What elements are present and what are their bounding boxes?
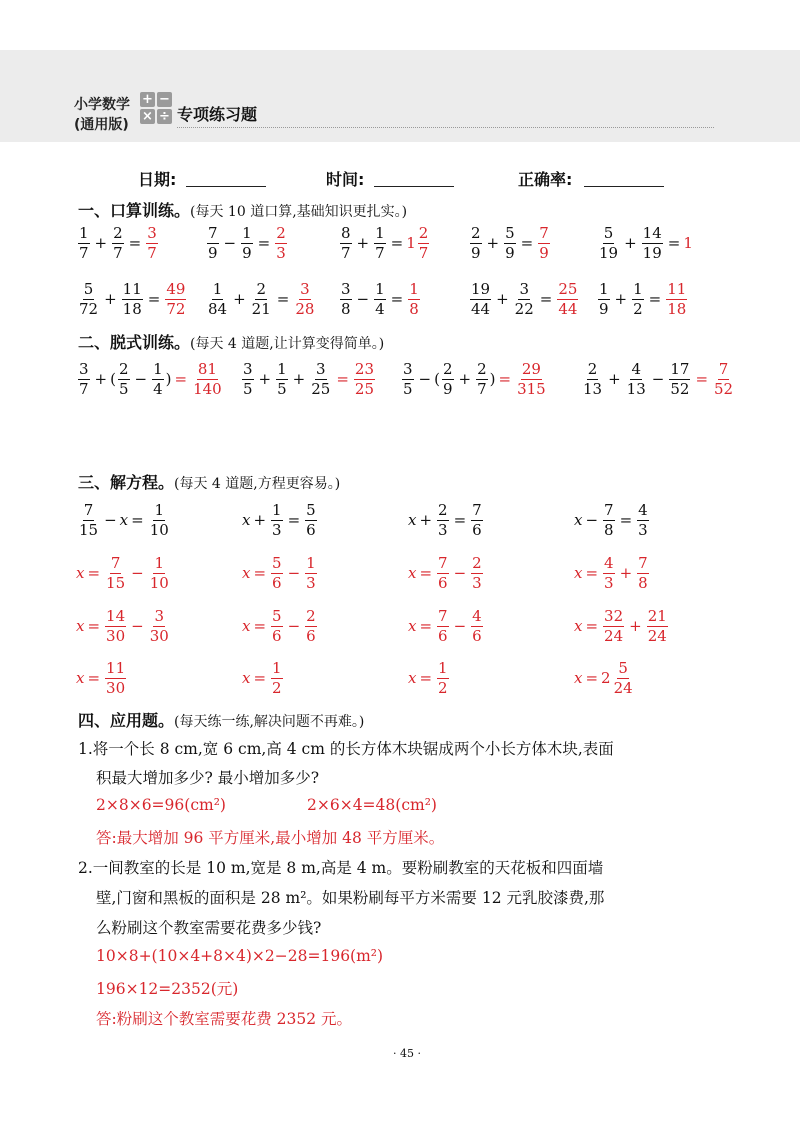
fraction: 5 24 (613, 658, 633, 697)
fraction: 1 9 (599, 279, 609, 318)
answer: 1 2 7 (406, 223, 429, 262)
answer (292, 279, 317, 318)
accuracy-label: 正确率: (518, 170, 573, 189)
minus-icon: − (157, 92, 172, 107)
section-1-title: 一、口算训练。 (78, 201, 191, 220)
answer: 1 (683, 234, 693, 252)
oral-problem: 5 72 + $\frac{11}{18}$ = 49 72 (76, 276, 188, 322)
answer (664, 279, 689, 318)
answer (555, 279, 580, 318)
time-label: 时间: (326, 170, 365, 189)
answer (352, 359, 377, 398)
fraction: $\frac{2}{7}$ (477, 359, 487, 398)
fraction: $\frac{1}{3}$ (306, 553, 316, 592)
fraction: $\frac{1}{10}$ (149, 553, 169, 592)
solution-result: x = $\frac{1}{2}$ (408, 658, 448, 697)
fraction: $\frac{11}{30}$ (106, 658, 126, 697)
problem-1-calc-1: 2×8×6=96(cm²) (96, 796, 226, 814)
fraction: $\frac{4}{6}$ (472, 606, 482, 645)
oral-problem: 8 7 + $\frac{1}{7}$ = 1 2 7 (338, 220, 431, 266)
fraction: 2 13 (583, 359, 603, 398)
equation: 7 15 − x = $\frac{1}{10}$ (79, 500, 169, 539)
fraction: $\frac{1}{5}$ (277, 359, 287, 398)
fraction: $\frac{7}{8}$ (638, 553, 648, 592)
fraction: 3 5 (403, 359, 413, 398)
fraction: 2 3 (276, 223, 286, 262)
oral-problem: 2 9 + $\frac{5}{9}$ = 7 9 (468, 220, 552, 266)
fraction: $\frac{1}{2}$ (633, 279, 643, 318)
fraction: $\frac{5}{6}$ (272, 606, 282, 645)
fraction: 49 72 (166, 279, 186, 318)
fraction: 8 7 (341, 223, 351, 262)
solution-step: x = $\frac{7}{15}$ − $\frac{1}{10}$ (76, 553, 169, 592)
fraction: 3 5 (243, 359, 253, 398)
fraction: $\frac{2}{7}$ (113, 223, 123, 262)
solution-step: x = $\frac{4}{3}$ + $\frac{7}{8}$ (574, 553, 648, 592)
problem-2-line-2: 壁,门窗和黑板的面积是 28 m²。如果粉刷每平方米需要 12 元乳胶漆费,那 (96, 889, 605, 907)
section-2-heading (78, 330, 384, 353)
problem-2-calc-1: 10×8+(10×4+8×4)×2−28=196(m²) (96, 947, 384, 965)
equation: x + $\frac{1}{3}$ = $\frac{5}{6}$ (242, 500, 316, 539)
calc-problem: 3 5 − ( 2 9 + $\frac{2}{7}$ ) = 29 315 (400, 356, 549, 402)
fraction: $\frac{1}{9}$ (242, 223, 252, 262)
fraction: 25 44 (558, 279, 578, 318)
fraction: $\frac{2}{3}$ (472, 553, 482, 592)
solution-step: x = $\frac{7}{6}$ − $\frac{2}{3}$ (408, 553, 482, 592)
section-1-note: (每天 10 道口算,基础知识更扎实。) (190, 204, 408, 220)
fraction: $\frac{3}{25}$ (311, 359, 331, 398)
fraction: $\frac{3}{30}$ (149, 606, 169, 645)
fraction: 7 9 (208, 223, 218, 262)
calc-problem: 3 7 + ( 2 5 − $\frac{1}{4}$ ) = 81 140 (76, 356, 225, 402)
answer (163, 279, 188, 318)
answer (536, 223, 552, 262)
equation: x − $\frac{7}{8}$ = $\frac{4}{3}$ (574, 500, 648, 539)
answer (273, 223, 289, 262)
problem-2-line-1: 2.一间教室的长是 10 m,宽是 8 m,高是 4 m。要粉刷教室的天花板和四面墙 (78, 859, 604, 877)
problem-1-line-2: 积最大增加多少? 最小增加多少? (96, 769, 320, 787)
fraction: 29 315 (517, 359, 546, 398)
oral-problem: 1 9 + $\frac{1}{2}$ = 11 18 (596, 276, 689, 322)
fraction: $\frac{5}{9}$ (505, 223, 515, 262)
title-rule (177, 127, 714, 128)
answer (144, 223, 160, 262)
section-4-heading (78, 708, 364, 731)
fraction: 2 9 (471, 223, 481, 262)
fraction: 3 7 (79, 359, 89, 398)
fraction: $\frac{4}{3}$ (604, 553, 614, 592)
solution-step: x = $\frac{5}{6}$ − $\frac{2}{6}$ (242, 606, 316, 645)
fraction: $\frac{2}{3}$ (438, 500, 448, 539)
solution-result: x = $\frac{1}{2}$ (242, 658, 282, 697)
fraction: $\frac{1}{2}$ (438, 658, 448, 697)
date-label: 日期: (138, 170, 177, 189)
plus-icon: + (140, 92, 155, 107)
fraction: 5 72 (79, 279, 99, 318)
fraction: 2 5 (118, 359, 129, 398)
solution-result: x = 2 5 24 (574, 658, 633, 697)
answer (406, 279, 422, 318)
fraction: $\frac{21}{24}$ (647, 606, 667, 645)
fraction: $\frac{1}{3}$ (272, 500, 282, 539)
section-4-note: (每天练一练,解决问题不再难。) (174, 714, 365, 730)
fraction: 3 7 (147, 223, 157, 262)
fraction: 11 18 (667, 279, 687, 318)
fraction: $\frac{14}{30}$ (106, 606, 126, 645)
fraction: $\frac{11}{18}$ (122, 279, 142, 318)
oral-problem: 1 7 + $\frac{2}{7}$ = 3 7 (76, 220, 160, 266)
page-title: 专项练习题 (177, 105, 258, 124)
fraction: 1 84 (208, 279, 228, 318)
time-blank (374, 186, 454, 187)
fraction: 19 44 (471, 279, 491, 318)
fraction: $\frac{2}{21}$ (251, 279, 271, 318)
section-2-title: 二、脱式训练。 (78, 333, 191, 352)
fraction: 7 52 (714, 359, 734, 398)
fraction: $\frac{17}{52}$ (670, 359, 690, 398)
fraction: $\frac{5}{6}$ (306, 500, 316, 539)
fraction: $\frac{5}{6}$ (272, 553, 282, 592)
fraction: $\frac{7}{6}$ (438, 606, 448, 645)
section-2-note: (每天 4 道题,让计算变得简单。) (190, 336, 385, 352)
oral-problem: 19 44 + $\frac{3}{22}$ = 25 44 (468, 276, 580, 322)
fraction: 1 8 (409, 279, 419, 318)
oral-problem: 1 84 + $\frac{2}{21}$ = 3 28 (205, 276, 317, 322)
calc-problem: 2 13 + $\frac{4}{13}$ − $\frac{17}{52}$ = 7 52 (580, 356, 736, 402)
fraction: $\frac{1}{4}$ (153, 359, 163, 398)
fraction: 23 25 (354, 359, 375, 398)
fraction: $\frac{4}{3}$ (638, 500, 648, 539)
oral-problem: 7 9 − $\frac{1}{9}$ = 2 3 (205, 220, 289, 266)
fraction: 81 140 (193, 359, 222, 398)
fraction: $\frac{14}{19}$ (642, 223, 662, 262)
problem-1-answer: 答:最大增加 96 平方厘米,最小增加 48 平方厘米。 (96, 829, 445, 847)
section-1-heading (78, 198, 407, 221)
fraction: 1 7 (79, 223, 89, 262)
section-3-title: 三、解方程。 (78, 473, 175, 492)
subject-label: 小学数学 (74, 97, 130, 113)
problem-1-line-1: 1.将一个长 8 cm,宽 6 cm,高 4 cm 的长方体木块锯成两个小长方体木块,表面 (78, 740, 614, 758)
fraction: $\frac{1}{7}$ (375, 223, 385, 262)
fraction: $\frac{4}{13}$ (626, 359, 646, 398)
page-number: · 45 · (393, 1047, 421, 1060)
fraction: $\frac{1}{4}$ (375, 279, 385, 318)
solution-step: x = $\frac{5}{6}$ − $\frac{1}{3}$ (242, 553, 316, 592)
section-4-title: 四、应用题。 (78, 711, 175, 730)
fraction: $\frac{2}{6}$ (306, 606, 316, 645)
fraction: $\frac{3}{22}$ (514, 279, 534, 318)
divide-icon: ÷ (157, 109, 172, 124)
calc-problem: 3 5 + $\frac{1}{5}$ + $\frac{3}{25}$ = 23 25 (240, 356, 377, 402)
fraction: 7 15 (79, 500, 99, 539)
equation: x + $\frac{2}{3}$ = $\frac{7}{6}$ (408, 500, 482, 539)
fraction: 3 28 (295, 279, 315, 318)
date-blank (186, 186, 266, 187)
fraction: 7 9 (539, 223, 549, 262)
section-3-note: (每天 4 道题,方程更容易。) (174, 476, 341, 492)
fraction: $\frac{1}{2}$ (272, 658, 282, 697)
edition-label: (通用版) (74, 117, 129, 133)
accuracy-blank (584, 186, 664, 187)
solution-step: x = $\frac{7}{6}$ − $\frac{4}{6}$ (408, 606, 482, 645)
oral-problem: 5 19 + $\frac{14}{19}$ = 1 (599, 223, 693, 262)
solution-result: x = $\frac{11}{30}$ (76, 658, 126, 697)
fraction: $\frac{7}{6}$ (438, 553, 448, 592)
fraction: $\frac{7}{15}$ (106, 553, 126, 592)
fraction: $\frac{1}{10}$ (149, 500, 169, 539)
fraction: 2 9 (442, 359, 453, 398)
answer (190, 359, 225, 398)
oral-problem: 3 8 − $\frac{1}{4}$ = 1 8 (338, 276, 422, 322)
solution-step: x = $\frac{32}{24}$ + $\frac{21}{24}$ (574, 606, 667, 645)
multiply-icon: × (140, 109, 155, 124)
fraction: 5 19 (599, 223, 619, 262)
fraction: $\frac{7}{8}$ (604, 500, 614, 539)
problem-1-calc-2: 2×6×4=48(cm²) (307, 796, 437, 814)
fraction: $\frac{7}{6}$ (472, 500, 482, 539)
fraction: 3 8 (341, 279, 351, 318)
problem-2-calc-2: 196×12=2352(元) (96, 980, 239, 998)
fraction: $\frac{32}{24}$ (604, 606, 624, 645)
solution-step: x = $\frac{14}{30}$ − $\frac{3}{30}$ (76, 606, 169, 645)
problem-2-line-3: 么粉刷这个教室需要花费多少钱? (96, 919, 322, 937)
answer (711, 359, 736, 398)
problem-2-answer: 答:粉刷这个教室需要花费 2352 元。 (96, 1010, 353, 1028)
operators-logo (140, 92, 172, 124)
fraction: 2 7 (418, 223, 429, 262)
section-3-heading (78, 470, 340, 493)
answer (514, 359, 549, 398)
